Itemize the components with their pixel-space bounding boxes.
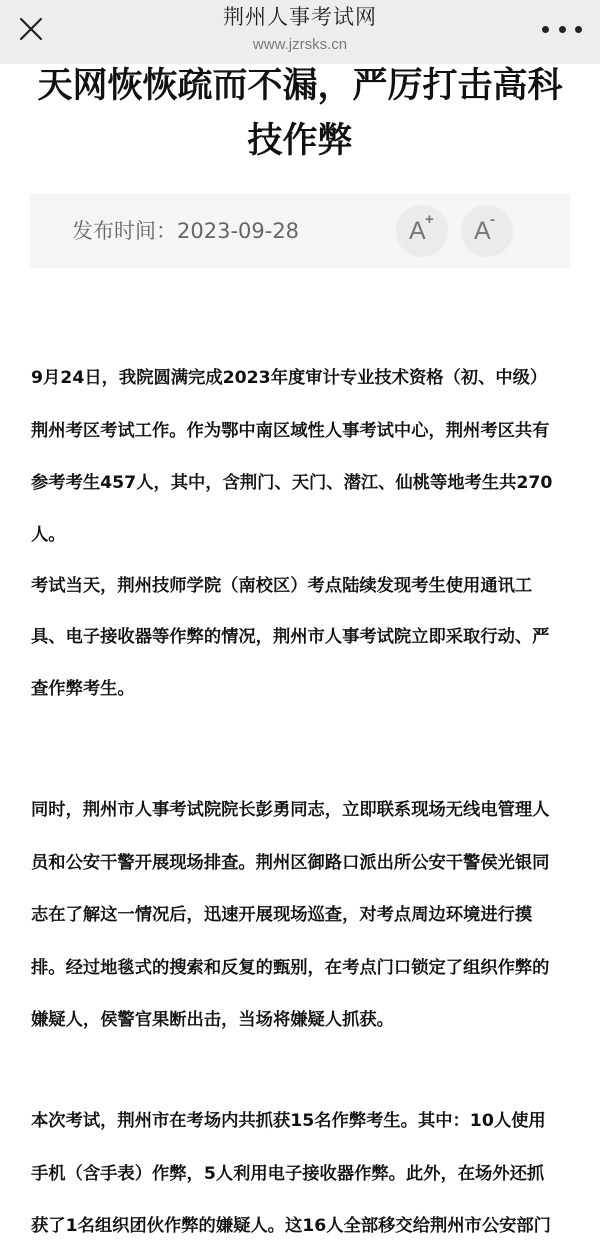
body-line: 同时，荆州市人事考试院院长彭勇同志，立即联系现场无线电管理人 [31, 800, 550, 820]
minus-sign: - [490, 211, 495, 228]
more-icon-dot [575, 26, 582, 33]
body-line: 嫌疑人，侯警官果断出击，当场将嫌疑人抓获。 [31, 1010, 394, 1030]
publish-date-value: 2023-09-28 [177, 219, 300, 243]
font-increase-button[interactable] [396, 205, 448, 257]
body-line: 9月24日，我院圆满完成2023年度审计专业技术资格（初、中级） [31, 368, 548, 388]
publish-date-label: 发布时间： [72, 219, 177, 243]
article-title-line-2: 技作弊 [247, 121, 353, 161]
font-increase-icon: A [409, 217, 426, 245]
body-line: 志在了解这一情况后，迅速开展现场巡查，对考点周边环境进行摸 [31, 905, 533, 925]
plus-sign: + [425, 211, 434, 228]
article-title-line-1: 天网恢恢疏而不漏，严厉打击高科 [37, 66, 563, 106]
site-url: www.jzrsks.cn [252, 36, 348, 53]
body-line: 参考考生457人，其中，含荆门、天门、潜江、仙桃等地考生共270 [31, 473, 553, 493]
body-line: 手机（含手表）作弊，5人利用电子接收器作弊。此外，在场外还抓 [31, 1164, 545, 1184]
site-title: 荆州人事考试网 [223, 5, 377, 29]
body-line: 本次考试，荆州市在考场内共抓获15名作弊考生。其中：10人使用 [31, 1111, 546, 1131]
body-line: 荆州考区考试工作。作为鄂中南区域性人事考试中心，荆州考区共有 [31, 421, 550, 441]
more-options-button[interactable] [542, 18, 582, 40]
body-line: 查作弊考生。 [31, 679, 135, 699]
more-icon-dot [559, 26, 566, 33]
top-nav-bar [0, 0, 600, 64]
body-line: 具、电子接收器等作弊的情况，荆州市人事考试院立即采取行动、严 [31, 627, 550, 647]
font-decrease-button[interactable] [461, 205, 513, 257]
publish-date [72, 216, 299, 246]
body-line: 获了1名组织团伙作弊的嫌疑人。这16人全部移交给荆州市公安部门 [31, 1216, 551, 1236]
font-decrease-icon: A [474, 217, 491, 245]
article-meta-bar [30, 194, 570, 268]
body-line: 员和公安干警开展现场排查。荆州区御路口派出所公安干警侯光银同 [31, 853, 550, 873]
body-line: 考试当天，荆州技师学院（南校区）考点陆续发现考生使用通讯工 [31, 576, 533, 596]
more-icon [542, 26, 549, 33]
body-line: 排。经过地毯式的搜索和反复的甄别，在考点门口锁定了组织作弊的 [31, 958, 550, 978]
body-line: 人。 [31, 525, 66, 545]
